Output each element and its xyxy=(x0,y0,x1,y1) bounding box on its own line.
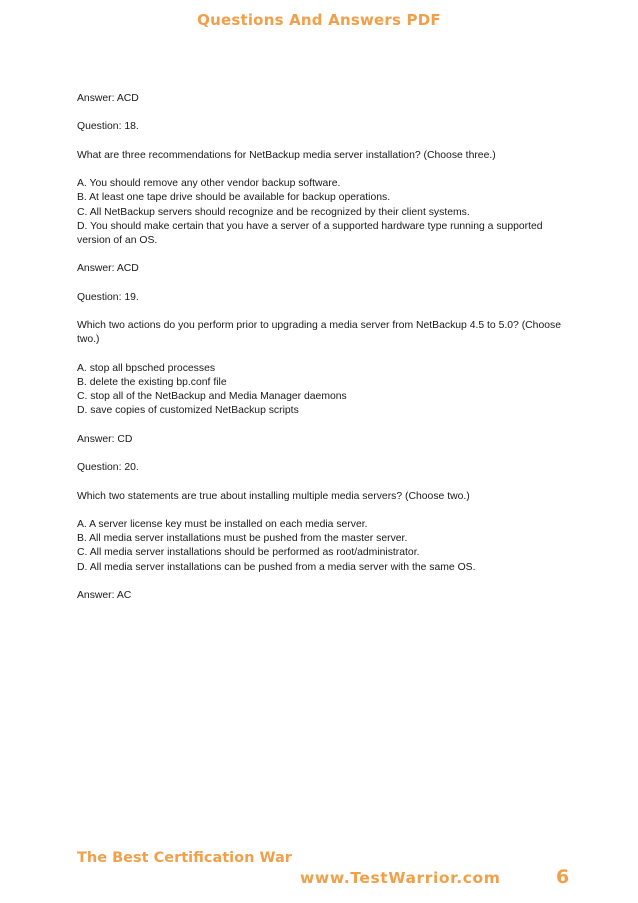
option-d: D. You should make certain that you have a server of a supported hardware type running a supported version of an OS. xyxy=(77,220,543,246)
option-a: A. stop all bpsched processes xyxy=(77,362,216,374)
option-list xyxy=(77,518,567,575)
question-label: Question: 19. xyxy=(77,291,139,303)
option-b: B. delete the existing bp.conf file xyxy=(77,376,227,388)
page-number: 6 xyxy=(556,866,570,888)
answer-line: Answer: AC xyxy=(77,589,132,601)
option-c: C. stop all of the NetBackup and Media Manager daemons xyxy=(77,391,347,403)
question-text: Which two statements are true about installing multiple media servers? (Choose two.) xyxy=(77,490,470,502)
answer-line: Answer: ACD xyxy=(77,93,139,104)
answer-line: Answer: CD xyxy=(77,433,133,445)
option-a: A. A server license key must be installed on each media server. xyxy=(77,518,368,530)
question-text: What are three recommendations for NetBackup media server installation? (Choose three.) xyxy=(77,149,496,161)
footer-brand: The Best Certification War xyxy=(77,850,292,866)
option-d: D. All media server installations can be pushed from a media server with the same OS. xyxy=(77,561,476,573)
option-c: C. All media server installations should be performed as root/administrator. xyxy=(77,547,420,559)
option-a: A. You should remove any other vendor backup software. xyxy=(77,178,341,190)
option-list xyxy=(77,362,567,419)
question-text: Which two actions do you perform prior to upgrading a media server from NetBackup 4.5 to 5.0? (Choose two.) xyxy=(77,320,561,346)
document-body xyxy=(77,92,567,617)
footer-url-link[interactable]: www.TestWarrior.com xyxy=(300,869,501,887)
option-d: D. save copies of customized NetBackup scripts xyxy=(77,405,299,417)
answer-line: Answer: ACD xyxy=(77,263,139,275)
option-list xyxy=(77,177,567,248)
option-b: B. At least one tape drive should be available for backup operations. xyxy=(77,192,391,204)
option-b: B. All media server installations must be pushed from the master server. xyxy=(77,533,408,545)
page-header-title: Questions And Answers PDF xyxy=(197,11,441,29)
question-label: Question: 20. xyxy=(77,462,139,474)
question-label: Question: 18. xyxy=(77,121,139,133)
option-c: C. All NetBackup servers should recognize and be recognized by their client systems. xyxy=(77,206,470,218)
